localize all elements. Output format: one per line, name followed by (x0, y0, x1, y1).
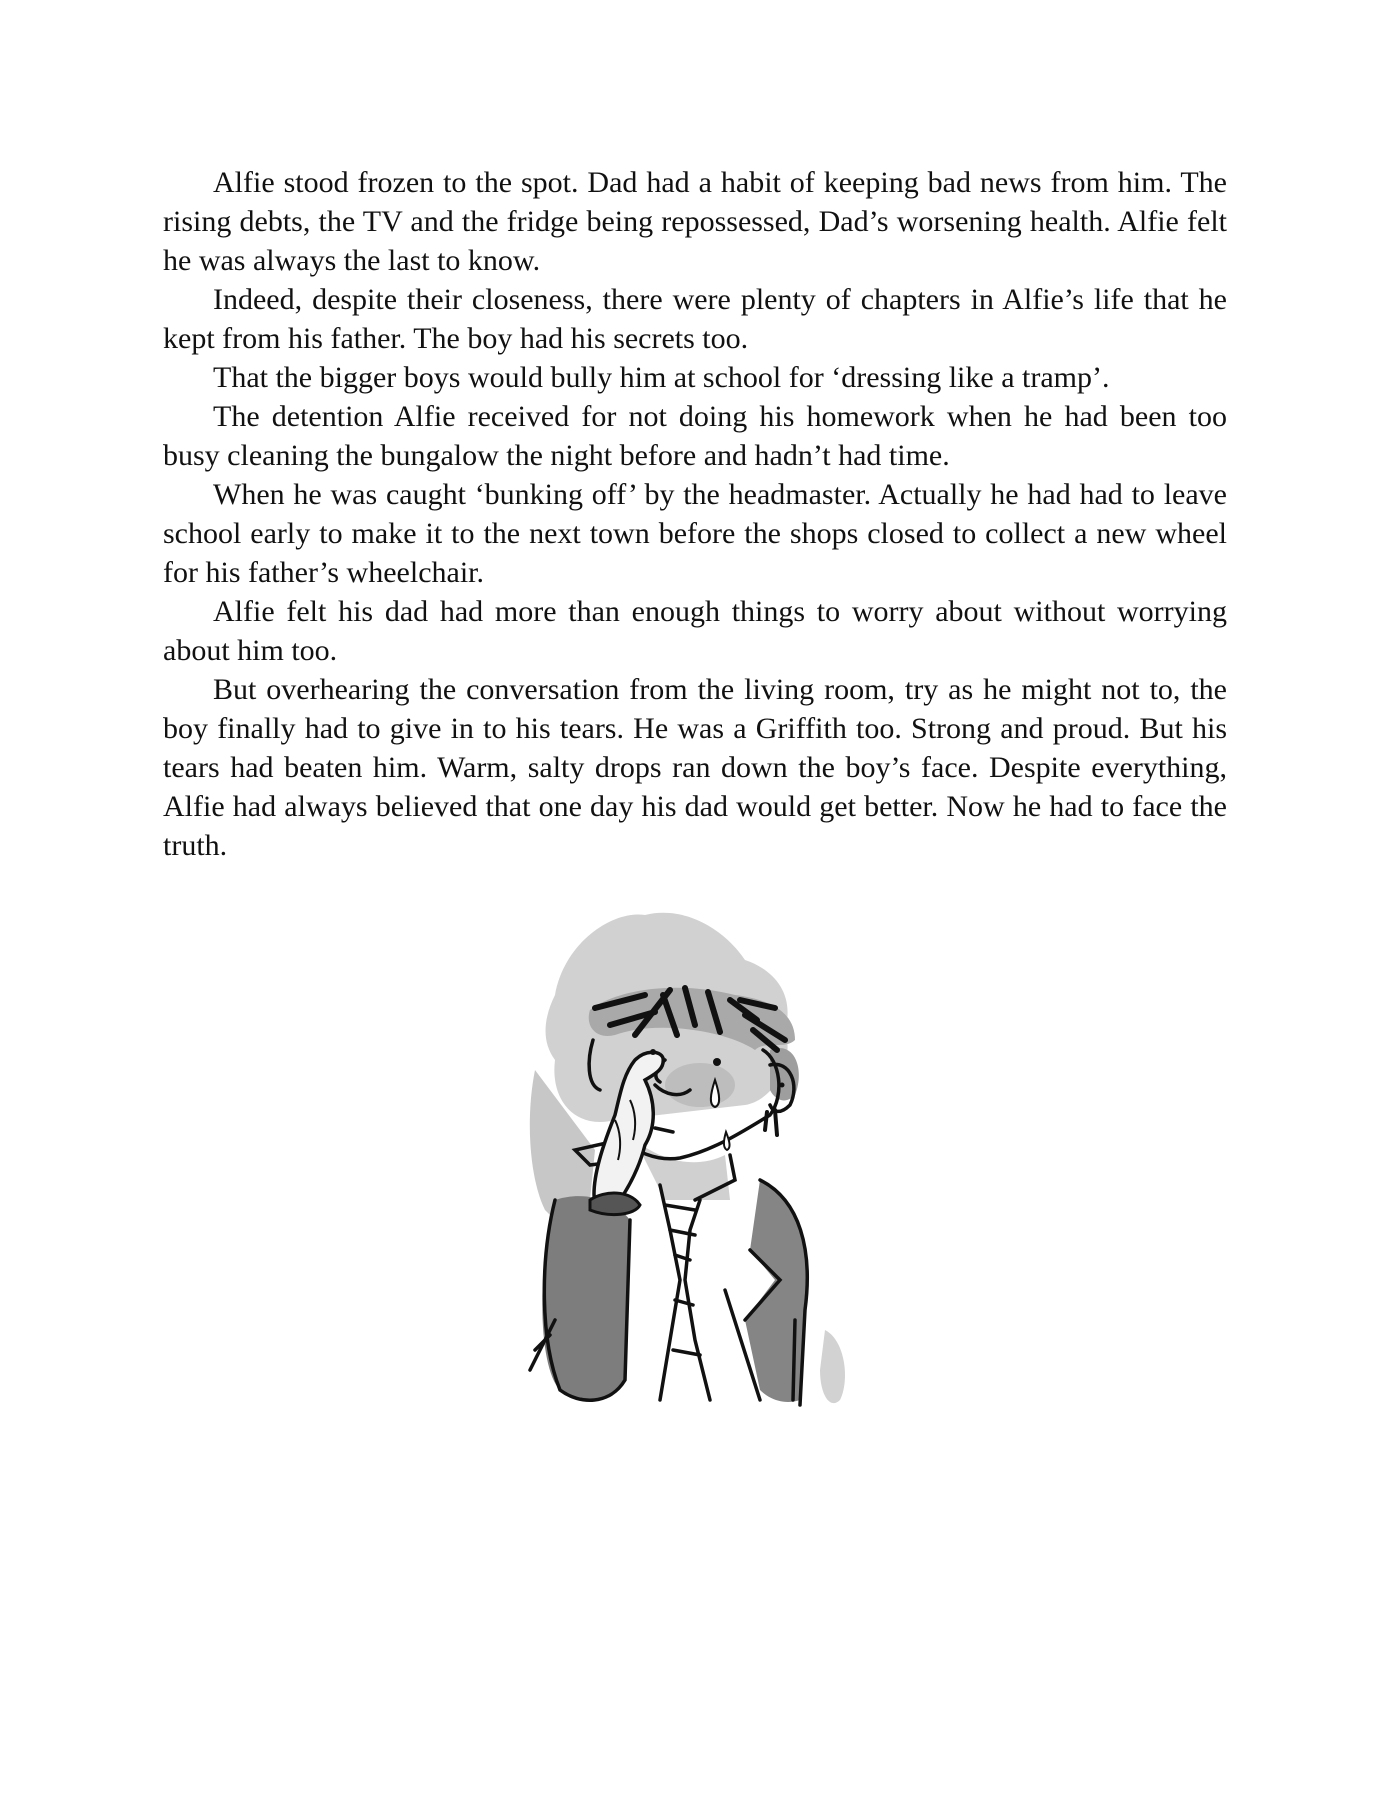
paragraph-2: Indeed, despite their closeness, there were plenty of chapters in Alfie’s life that he kept from his father. The boy had his secrets too. (163, 283, 1227, 355)
paragraph-1: Alfie stood frozen to the spot. Dad had a habit of keeping bad news from him. The rising debts, the TV and the fridge being repossessed, Dad’s worsening health. Alfie felt he was always the last to know. (163, 166, 1227, 277)
crying-boy-drawing (495, 900, 900, 1435)
paragraph-7: But overhearing the conversation from the living room, try as he might not to, the boy finally had to give in to his tears. He was a Griffith too. Strong and proud. But his tears had beaten him. Warm, salty drops ran down the boy’s face. Despite everything, Alfie had always believed that one day his dad would get better. Now he had to face the truth. (163, 673, 1227, 862)
paragraph-4: The detention Alfie received for not doing his homework when he had been too busy cleaning the bungalow the night before and hadn’t had time. (163, 400, 1227, 472)
crying-boy-illustration (495, 900, 900, 1435)
paragraph-5: When he was caught ‘bunking off’ by the headmaster. Actually he had had to leave school early to make it to the next town before the shops closed to collect a new wheel for his father’s wheelchair. (163, 478, 1227, 589)
body-text (163, 163, 1227, 865)
paragraph-6: Alfie felt his dad had more than enough things to worry about without worrying about him too. (163, 595, 1227, 667)
paragraph-3: That the bigger boys would bully him at school for ‘dressing like a tramp’. (213, 361, 1110, 394)
